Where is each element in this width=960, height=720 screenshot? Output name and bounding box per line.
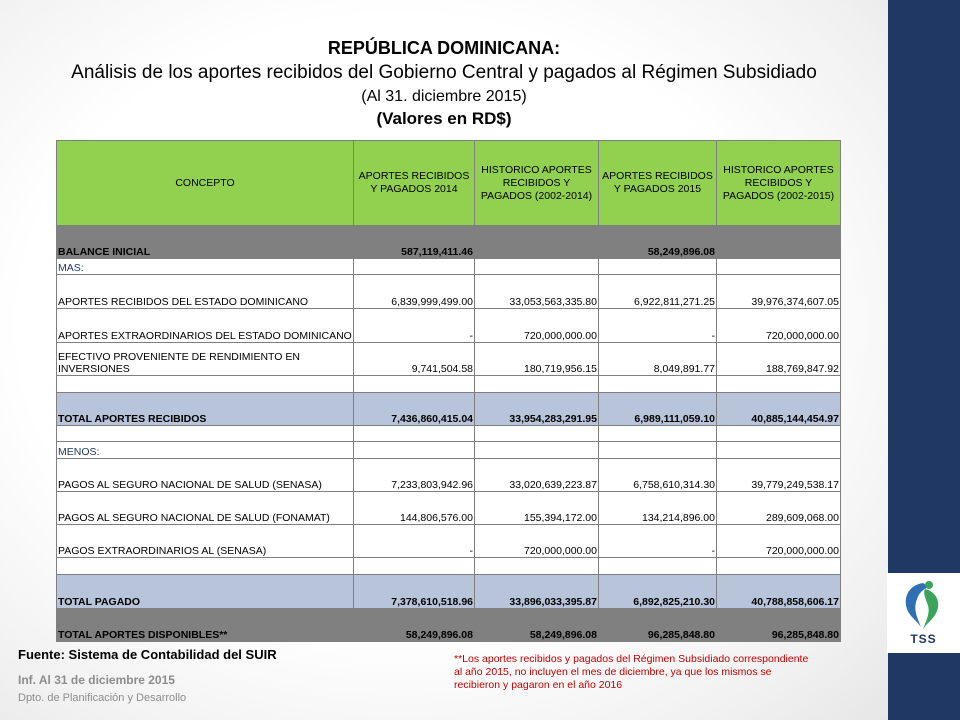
cell-value (354, 558, 475, 575)
table-row (57, 226, 841, 259)
cell-value (599, 259, 717, 275)
cell-value: 720,000,000.00 (475, 525, 599, 558)
table-row (57, 558, 841, 575)
cell-value: 33,896,033,395.87 (475, 575, 599, 609)
table-header-row (57, 141, 841, 226)
row-label: PAGOS AL SEGURO NACIONAL DE SALUD (SENASA) (57, 459, 354, 492)
cell-value (599, 376, 717, 393)
row-label: MENOS: (57, 442, 354, 459)
cell-value: - (354, 309, 475, 343)
cell-value: 96,285,848.80 (717, 609, 841, 642)
row-label: APORTES EXTRAORDINARIOS DEL ESTADO DOMINICANO (57, 309, 354, 343)
row-label (57, 426, 354, 442)
cell-value: 9,741,504.58 (354, 343, 475, 376)
tss-logo (887, 573, 960, 653)
header-col-hist-2014: HISTORICO APORTES RECIBIDOS Y PAGADOS (2002-2014) (475, 141, 599, 226)
cell-value (599, 426, 717, 442)
cell-value: 7,233,803,942.96 (354, 459, 475, 492)
table-row (57, 459, 841, 492)
cell-value (717, 426, 841, 442)
footnote: **Los aportes recibidos y pagados del Régimen Subsidiado correspondiente al año 2015, no incluyen el mes de diciembre, ya que los mismos se recibieron y pagaron en el año 2016 (454, 653, 809, 691)
row-label (57, 376, 354, 393)
cell-value (354, 259, 475, 275)
cell-value (475, 376, 599, 393)
table-row (57, 309, 841, 343)
cell-value (717, 558, 841, 575)
cell-value: 6,758,610,314.30 (599, 459, 717, 492)
header-col-2014: APORTES RECIBIDOS Y PAGADOS 2014 (354, 141, 475, 226)
header-col-hist-2015: HISTORICO APORTES RECIBIDOS Y PAGADOS (2002-2015) (717, 141, 841, 226)
cell-value: 33,020,639,223.87 (475, 459, 599, 492)
header-concepto: CONCEPTO (57, 141, 354, 226)
cell-value: 33,053,563,335.80 (475, 275, 599, 309)
page-subtitle: Análisis de los aportes recibidos del Gobierno Central y pagados al Régimen Subsidiado (71, 62, 817, 83)
cell-value: 587,119,411.46 (354, 226, 475, 259)
cell-value (475, 442, 599, 459)
table-row (57, 376, 841, 393)
cell-value: 188,769,847.92 (717, 343, 841, 376)
cell-value (599, 558, 717, 575)
report-date-label: Inf. Al 31 de diciembre 2015 (18, 673, 175, 687)
table-row (57, 275, 841, 309)
cell-value: 58,249,896.08 (354, 609, 475, 642)
row-label: MAS: (57, 259, 354, 275)
cell-value: 6,892,825,210.30 (599, 575, 717, 609)
units-label: (Valores en RD$) (376, 109, 512, 128)
cell-value: 180,719,956.15 (475, 343, 599, 376)
cell-value (717, 259, 841, 275)
cell-value: - (354, 525, 475, 558)
cell-value: 134,214,896.00 (599, 492, 717, 525)
table-row (57, 525, 841, 558)
row-label: PAGOS EXTRAORDINARIOS AL (SENASA) (57, 525, 354, 558)
row-label: PAGOS AL SEGURO NACIONAL DE SALUD (FONAMAT) (57, 492, 354, 525)
row-label: TOTAL PAGADO (57, 575, 354, 609)
cell-value: 6,922,811,271.25 (599, 275, 717, 309)
cell-value: 40,788,858,606.17 (717, 575, 841, 609)
cell-value (354, 376, 475, 393)
cell-value: 58,249,896.08 (475, 609, 599, 642)
table-row (57, 492, 841, 525)
header-col-2015: APORTES RECIBIDOS Y PAGADOS 2015 (599, 141, 717, 226)
cell-value: 96,285,848.80 (599, 609, 717, 642)
logo-text: TSS (910, 632, 937, 646)
row-label: TOTAL APORTES DISPONIBLES** (57, 609, 354, 642)
cell-value: 39,779,249,538.17 (717, 459, 841, 492)
cell-value: 39,976,374,607.05 (717, 275, 841, 309)
cell-value (717, 226, 841, 259)
table-row (57, 609, 841, 642)
cell-value (354, 426, 475, 442)
cell-value (475, 259, 599, 275)
cell-value: - (599, 525, 717, 558)
row-label: EFECTIVO PROVENIENTE DE RENDIMIENTO EN INVERSIONES (57, 343, 354, 376)
table-row (57, 442, 841, 459)
row-label: TOTAL APORTES RECIBIDOS (57, 393, 354, 426)
cell-value: 33,954,283,291.95 (475, 393, 599, 426)
report-date: (Al 31. diciembre 2015) (361, 88, 527, 105)
row-label: BALANCE INICIAL (57, 226, 354, 259)
table-row (57, 426, 841, 442)
cell-value (717, 442, 841, 459)
cell-value: 7,436,860,415.04 (354, 393, 475, 426)
cell-value (354, 442, 475, 459)
table-row (57, 343, 841, 376)
cell-value: 8,049,891.77 (599, 343, 717, 376)
cell-value: 720,000,000.00 (475, 309, 599, 343)
cell-value (475, 558, 599, 575)
row-label: APORTES RECIBIDOS DEL ESTADO DOMINICANO (57, 275, 354, 309)
cell-value: 6,839,999,499.00 (354, 275, 475, 309)
cell-value: 7,378,610,518.96 (354, 575, 475, 609)
table-row (57, 575, 841, 609)
source-label: Fuente: Sistema de Contabilidad del SUIR (18, 647, 277, 662)
cell-value (475, 426, 599, 442)
cell-value: 40,885,144,454.97 (717, 393, 841, 426)
cell-value: 144,806,576.00 (354, 492, 475, 525)
row-label (57, 558, 354, 575)
contributions-table (56, 140, 841, 642)
tss-logo-icon (899, 579, 947, 633)
cell-value: 58,249,896.08 (599, 226, 717, 259)
cell-value: 720,000,000.00 (717, 525, 841, 558)
cell-value: - (599, 309, 717, 343)
cell-value (475, 226, 599, 259)
table-row (57, 259, 841, 275)
cell-value: 155,394,172.00 (475, 492, 599, 525)
cell-value: 720,000,000.00 (717, 309, 841, 343)
table-row (57, 393, 841, 426)
department-label: Dpto. de Planificación y Desarrollo (18, 692, 187, 704)
cell-value (599, 442, 717, 459)
cell-value: 6,989,111,059.10 (599, 393, 717, 426)
cell-value (717, 376, 841, 393)
page-title: REPÚBLICA DOMINICANA: (327, 38, 561, 58)
cell-value: 289,609,068.00 (717, 492, 841, 525)
